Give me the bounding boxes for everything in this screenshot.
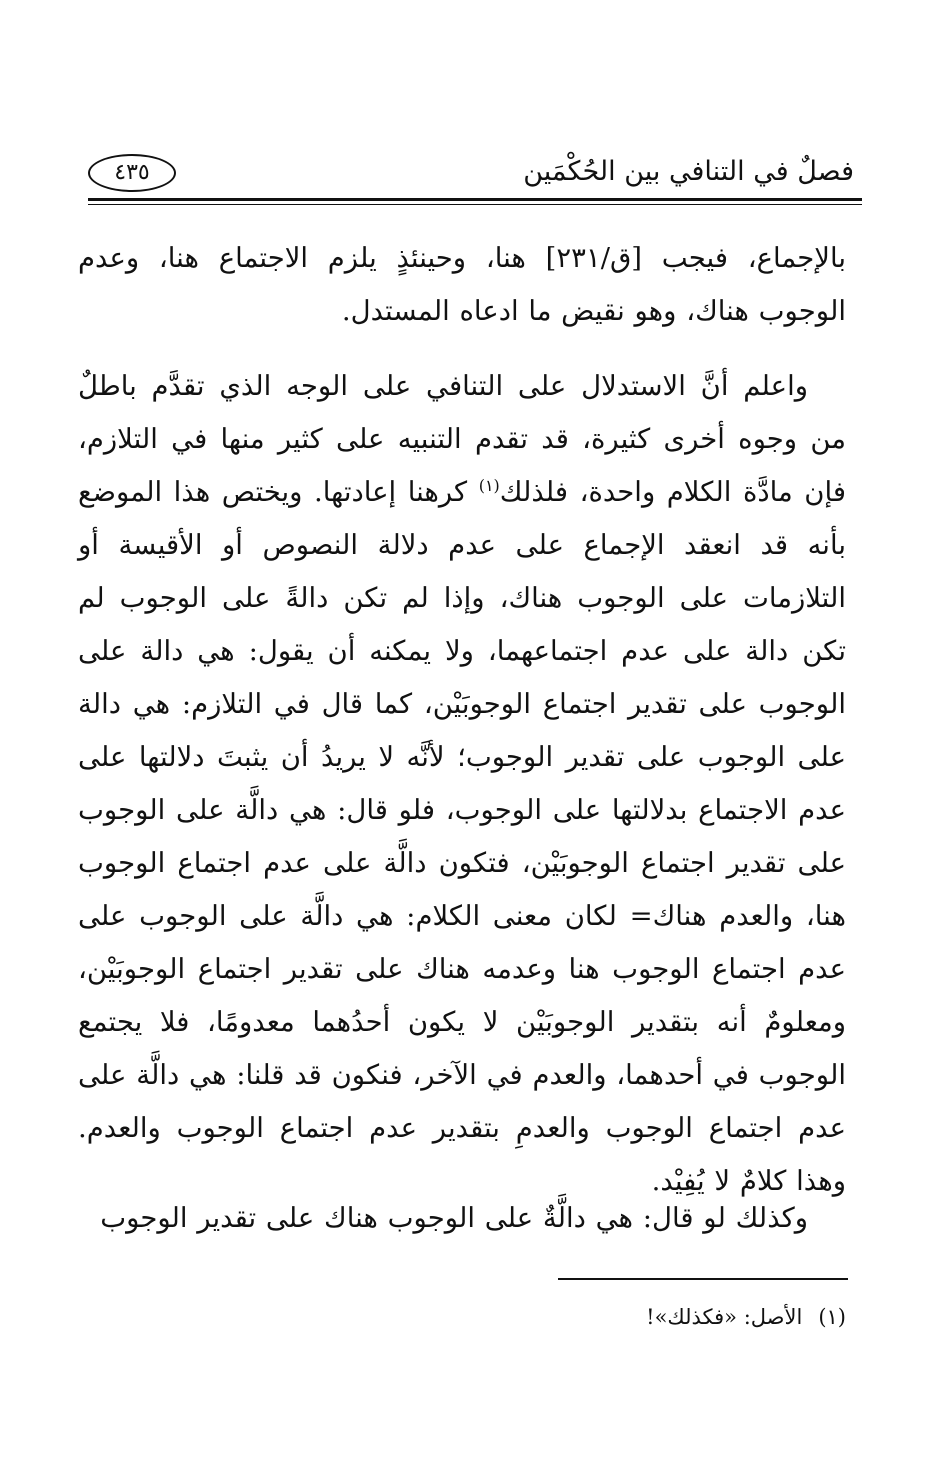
footnote-number: (١)	[818, 1305, 846, 1329]
page-header	[88, 150, 862, 202]
footnote-reference: (١)	[478, 475, 500, 495]
footnote-separator	[558, 1278, 848, 1280]
running-title: فصلٌ في التنافي بين الحُكْمَين	[523, 156, 854, 187]
body-paragraph-2	[78, 360, 846, 1208]
header-rule-thin	[88, 204, 862, 205]
footnote-1	[346, 1300, 846, 1334]
body-paragraph-1: بالإجماع، فيجب [ق/٢٣١] هنا، وحينئذٍ يلزم الاجتماع هنا، وعدم الوجوب هناك، وهو نقيض ما ادعاه المستدل.	[78, 242, 846, 327]
footnote-text: الأصل: «فكذلك»!	[646, 1305, 803, 1329]
page-number: ٤٣٥	[88, 154, 176, 192]
body-paragraph-3: وكذلك لو قال: هي دالَّةٌ على الوجوب هناك على تقدير الوجوب	[100, 1202, 808, 1234]
paragraph-2-after-ref: كرهنا إعادتها. ويختص هذا الموضع بأنه قد انعقد الإجماع على عدم دلالة النصوص أو الأقيسة أو التلازمات على الوجوب هناك، وإذا لم تكن دالةً على الوجوب لم تكن دالة على عدم اجتماعهما، ولا يمكنه أن يقول: هي دالة على الوجوب على تقدير اجتماع الوجوبَيْن، كما قال في التلازم: هي دالة على الوجوب على تقدير الوجوب؛ لأنَّه لا يريدُ أن يثبتَ دلالتها على عدم الاجتماع بدلالتها على الوجوب، فلو قال: هي دالَّة على الوجوب على تقدير اجتماع الوجوبَيْن، فتكون دالَّة على عدم اجتماع الوجوب هنا، والعدم هناك= لكان معنى الكلام: هي دالَّة على الوجوب على عدم اجتماع الوجوب هنا وعدمه هناك على تقدير اجتماع الوجوبَيْن، ومعلومٌ أنه بتقدير الوجوبَيْن لا يكون أحدُهما معدومًا، فلا يجتمع الوجوب في أحدهما، والعدم في الآخر، فنكون قد قلنا: هي دالَّة على عدم اجتماع الوجوب والعدمِ بتقدير عدم اجتماع الوجوب والعدم. وهذا كلامٌ لا يُفِيْد.	[78, 476, 846, 1197]
header-rule-thick	[88, 198, 862, 201]
paragraph-2-before-ref: واعلم أنَّ الاستدلال على التنافي على الوجه الذي تقدَّم باطلٌ من وجوه أخرى كثيرة، قد تقدم التنبيه على كثير منها في التلازم، فإن مادَّة الكلام واحدة، فلذلك	[78, 370, 847, 508]
